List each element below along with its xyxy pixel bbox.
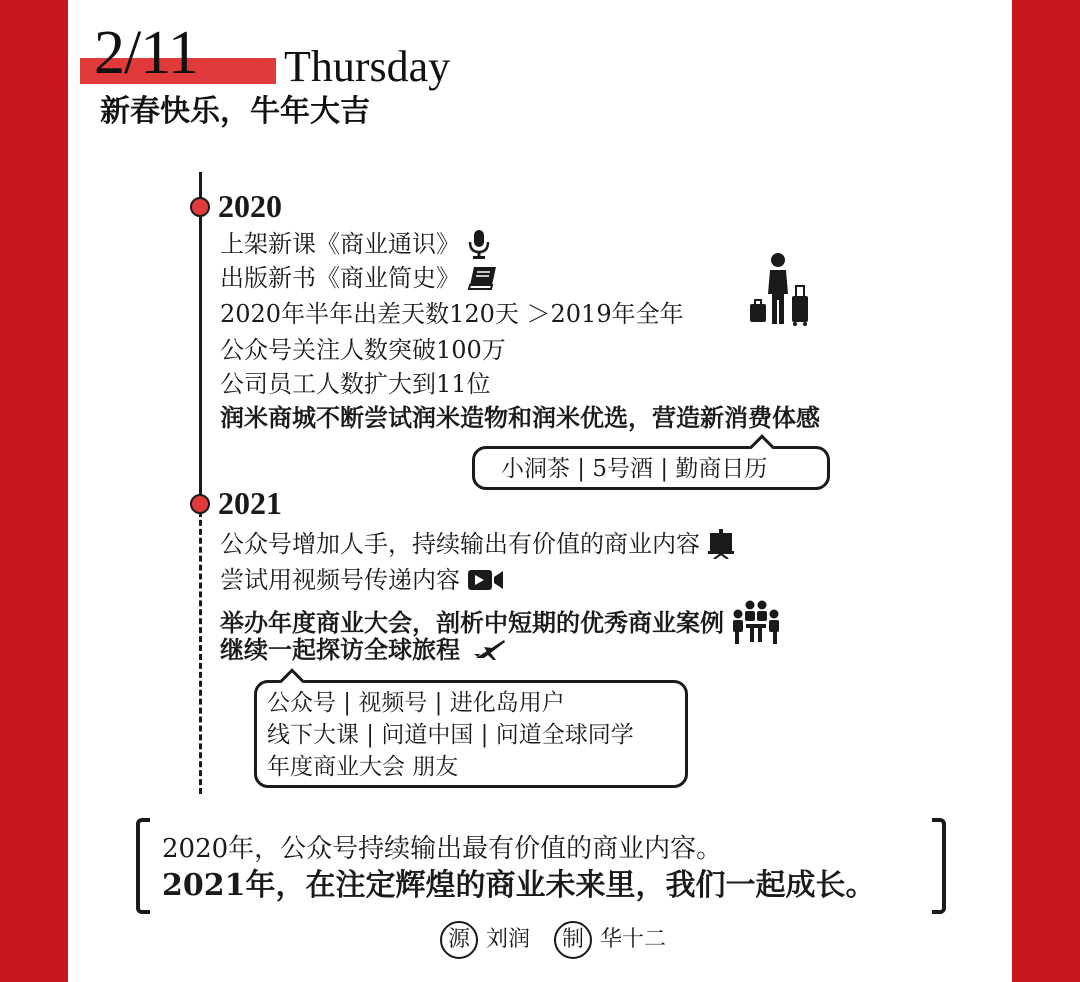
item-2020-course: 上架新课《商业通识》 xyxy=(220,228,490,260)
quote-bracket-right xyxy=(932,818,946,914)
bubble-2020-text: 小洞茶 | 5号酒 | 勤商日历 xyxy=(501,456,768,482)
item-2020-store: 润米商城不断尝试润米造物和润米优选，营造新消费体感 xyxy=(220,403,820,432)
year-2020: 2020 xyxy=(218,188,282,224)
item-2020-staff: 公司员工人数扩大到11位 xyxy=(220,370,491,398)
credits xyxy=(440,920,690,960)
item-2021-content: 公众号增加人手，持续输出有价值的商业内容 xyxy=(220,528,734,560)
airplane-icon xyxy=(474,638,506,662)
quote-line-2: 2021年，在注定辉煌的商业未来里，我们一起成长。 xyxy=(162,868,876,903)
microphone-icon xyxy=(468,229,490,259)
meeting-icon xyxy=(732,600,780,646)
item-2021-conference: 举办年度商业大会，剖析中短期的优秀商业案例 xyxy=(220,600,780,646)
source-mark: 源 xyxy=(440,921,478,959)
weekday-label: Thursday xyxy=(284,42,451,91)
date-label: 2/11 xyxy=(94,19,198,87)
item-2020-book: 出版新书《商业简史》 xyxy=(220,262,498,294)
timeline-dot-2020 xyxy=(190,197,210,217)
year-2021: 2021 xyxy=(218,485,282,521)
quote-line-1: 2020年，公众号持续输出最有价值的商业内容。 xyxy=(162,834,723,864)
item-2021-travel: 继续一起探访全球旅程 xyxy=(220,634,506,666)
timeline-axis-dashed xyxy=(199,502,202,794)
video-camera-icon xyxy=(468,569,504,591)
book-icon xyxy=(468,265,498,291)
quote-bracket-left xyxy=(136,818,150,914)
timeline-dot-2021 xyxy=(190,494,210,514)
maker-name: 华十二 xyxy=(600,927,667,952)
bubble-2020 xyxy=(472,446,830,490)
bubble-2021-line-2: 线下大课 | 问道中国 | 问道全球同学 xyxy=(267,722,634,748)
greeting-title: 新春快乐，牛年大吉 xyxy=(100,94,370,129)
content-card xyxy=(68,0,1012,982)
bubble-2021-line-3: 年度商业大会 朋友 xyxy=(267,754,459,780)
bubble-2021 xyxy=(254,680,688,788)
source-name: 刘润 xyxy=(486,927,531,952)
item-2020-travel: 2020年半年出差天数120天 ＞2019年全年 xyxy=(220,300,684,328)
bubble-2021-line-1: 公众号 | 视频号 | 进化岛用户 xyxy=(267,690,565,716)
timeline-axis-solid xyxy=(199,172,202,502)
maker-mark: 制 xyxy=(554,921,592,959)
item-2020-followers: 公众号关注人数突破100万 xyxy=(220,336,506,364)
presentation-icon xyxy=(708,529,734,559)
traveler-luggage-icon xyxy=(748,252,812,330)
item-2021-video: 尝试用视频号传递内容 xyxy=(220,564,504,596)
